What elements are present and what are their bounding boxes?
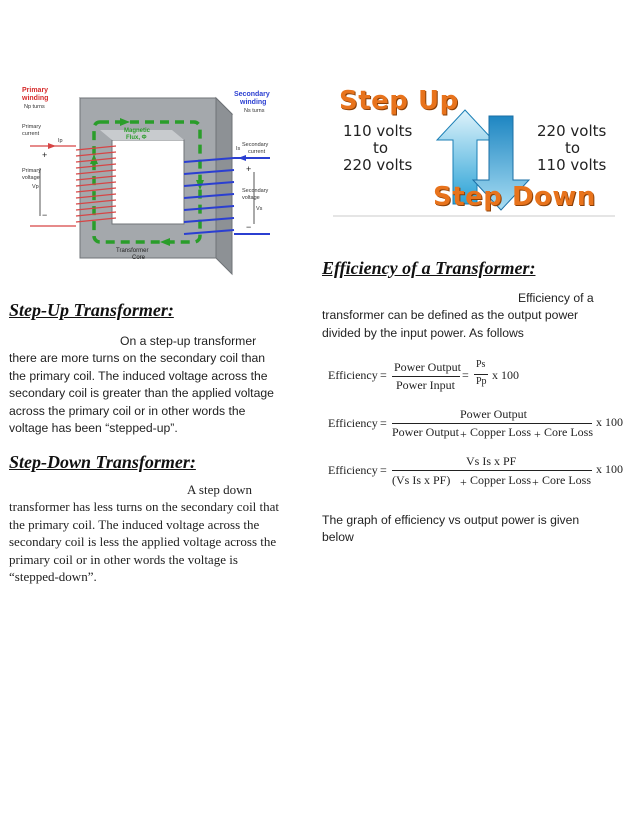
primary-plus: + <box>42 150 48 160</box>
eq3-plus-2: + <box>532 475 539 489</box>
primary-voltage-label-1: Primary <box>22 168 41 174</box>
eq1-fraction-bar <box>392 376 460 377</box>
magnetic-flux-label-2: Flux, Φ <box>126 135 147 141</box>
primary-voltage-label-2: voltage <box>22 175 40 181</box>
eq2-numerator: Power Output <box>460 407 527 421</box>
eq1-ps: Ps <box>476 359 486 370</box>
eq2-plus-2: + <box>534 427 541 441</box>
eq2-times-100: x 100 <box>596 415 623 429</box>
primary-winding-label-2: winding <box>22 95 49 102</box>
secondary-voltage-symbol: Vs <box>256 206 263 212</box>
eq3-times-100: x 100 <box>596 462 623 476</box>
secondary-plus: + <box>246 164 252 174</box>
core-window <box>112 140 184 224</box>
primary-current-label-1: Primary <box>22 124 41 130</box>
eq3-den-c: Core Loss <box>542 473 591 487</box>
eq3-den-a: (Vs Is x PF) <box>392 473 451 487</box>
eq3-fraction-bar <box>392 470 592 471</box>
primary-minus: − <box>42 210 48 220</box>
efficiency-equation-2 <box>328 406 628 442</box>
right-to-word: to <box>565 139 581 157</box>
core-side <box>216 98 232 274</box>
right-from-volts: 220 volts <box>537 122 607 140</box>
eq3-numerator: Vs Is x PF <box>466 454 517 468</box>
efficiency-equation-1 <box>328 358 618 394</box>
secondary-winding-label-1: Secondary <box>234 91 270 98</box>
eq2-lhs: Efficiency <box>328 416 378 430</box>
step-down-title: Step Down <box>433 182 596 212</box>
step-up-down-banner <box>333 84 615 217</box>
step-down-paragraph: A step down transformer has less turns on the secondary coil that the primary coil. The induced voltage across the secondary coil is less the applied voltage across the primary coil or in other words the voltage is “stepped-down”. <box>9 482 280 585</box>
secondary-current-label-2: current <box>248 149 266 155</box>
eq1-times-100: x 100 <box>492 368 519 382</box>
efficiency-heading: Efficiency of a Transformer: <box>322 258 536 278</box>
secondary-current-arrow <box>238 155 246 161</box>
eq3-lhs: Efficiency <box>328 463 378 477</box>
primary-current-symbol: Ip <box>58 138 63 144</box>
eq1-equals-2: = <box>462 368 469 382</box>
secondary-turns-label: Ns turns <box>244 108 265 114</box>
eq2-plus-1: + <box>460 427 467 441</box>
transformer-diagram <box>20 84 290 278</box>
secondary-minus: − <box>246 222 252 232</box>
magnetic-flux-label-1: Magnetic <box>124 128 151 134</box>
core-label-2: Core <box>132 255 146 261</box>
step-up-heading: Step-Up Transformer: <box>9 300 174 320</box>
left-from-volts: 110 volts <box>343 122 413 140</box>
efficiency-equation-3 <box>328 453 628 491</box>
secondary-winding-label-2: winding <box>240 99 267 106</box>
secondary-current-label-1: Secondary <box>242 142 269 148</box>
step-up-paragraph: On a step-up transformer there are more turns on the secondary coil than the primary coil. The induced voltage across the secondary coil is greater than the applied voltage across the primary coil or in other words the voltage has been “stepped-up”. <box>9 334 274 436</box>
primary-current-label-2: current <box>22 131 40 137</box>
secondary-voltage-label-1: Secondary <box>242 188 269 194</box>
eq3-den-b: Copper Loss <box>470 473 531 487</box>
eq3-plus-1: + <box>460 475 467 489</box>
left-to-volts: 220 volts <box>343 156 413 174</box>
eq2-den-b: Copper Loss <box>470 425 531 439</box>
eq2-fraction-bar <box>392 423 592 424</box>
eq1-pp: Pp <box>476 376 487 387</box>
transformer-diagram-svg <box>20 84 290 278</box>
primary-winding-label-1: Primary <box>22 87 49 94</box>
eq1-lhs: Efficiency <box>328 368 378 382</box>
eq2-den-c: Core Loss <box>544 425 593 439</box>
core-label-1: Transformer <box>116 248 149 254</box>
eq1-numerator: Power Output <box>394 360 461 374</box>
eq1-p-bar <box>474 374 488 375</box>
left-to-word: to <box>373 139 389 157</box>
eq2-den-a: Power Output <box>392 425 459 439</box>
right-to-volts: 110 volts <box>537 156 607 174</box>
eq1-denominator: Power Input <box>396 378 455 392</box>
eq3-equals: = <box>380 463 387 477</box>
step-down-heading: Step-Down Transformer: <box>9 452 196 472</box>
secondary-voltage-label-2: voltage <box>242 195 260 201</box>
eq1-equals: = <box>380 368 387 382</box>
graph-intro-text: The graph of efficiency vs output power is given below <box>322 513 580 545</box>
primary-current-arrow <box>48 143 56 149</box>
eq2-equals: = <box>380 416 387 430</box>
secondary-current-symbol: Is <box>236 146 241 152</box>
step-up-title: Step Up <box>339 86 459 116</box>
efficiency-intro: Efficiency of a transformer can be defined as the output power divided by the input power. As follows <box>322 291 594 340</box>
primary-voltage-symbol: Vp <box>32 184 39 190</box>
primary-turns-label: Np turns <box>24 104 45 110</box>
